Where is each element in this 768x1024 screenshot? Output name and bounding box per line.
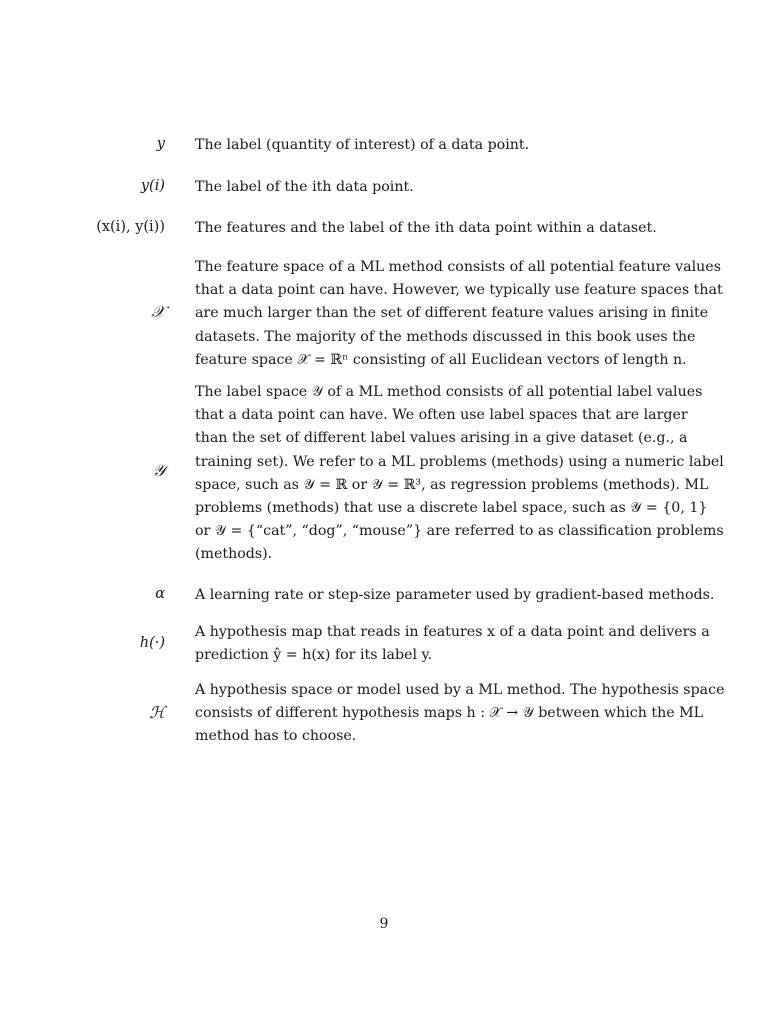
entry-description bbox=[195, 621, 710, 667]
page-number: 9 bbox=[379, 916, 389, 932]
description-line: datasets. The majority of the methods discussed in this book uses the bbox=[195, 328, 696, 345]
description-line: method has to choose. bbox=[195, 728, 357, 745]
description-line: feature space 𝒳 = ℝⁿ consisting of all Euclidean vectors of length n. bbox=[195, 351, 687, 368]
description-line: A hypothesis space or model used by a ML method. The hypothesis space bbox=[195, 682, 725, 698]
description-line: that a data point can have. We often use label spaces that are larger bbox=[195, 407, 688, 424]
description-line: space, such as 𝒴 = ℝ or 𝒴 = ℝ³, as regression problems (methods). ML bbox=[195, 476, 709, 493]
description-line: The label (quantity of interest) of a data point. bbox=[195, 137, 530, 153]
description-line: The label of the ith data point. bbox=[195, 179, 414, 195]
description-line: consists of different hypothesis maps h : 𝒳 → 𝒴 between which the ML bbox=[195, 705, 704, 722]
entry-description bbox=[195, 679, 725, 749]
description-line: The label space 𝒴 of a ML method consists of all potential label values bbox=[195, 384, 703, 400]
entry-description bbox=[195, 134, 665, 157]
entry-symbol: y(i) bbox=[140, 178, 165, 194]
description-line: prediction ŷ = h(x) for its label y. bbox=[195, 647, 433, 664]
entry-symbol: (x(i), y(i)) bbox=[96, 219, 165, 235]
description-line: than the set of different label values arising in a give dataset (e.g., a bbox=[195, 430, 688, 447]
description-line: The feature space of a ML method consists of all potential feature values bbox=[195, 259, 721, 275]
entry-symbol: 𝒴 bbox=[152, 461, 165, 480]
description-line: problems (methods) that use a discrete label space, such as 𝒴 = {0, 1} bbox=[195, 500, 708, 517]
entry-description bbox=[195, 176, 665, 199]
description-line: A learning rate or step-size parameter used by gradient-based methods. bbox=[195, 587, 715, 603]
entry-symbol: y bbox=[156, 136, 165, 152]
entry-description bbox=[195, 381, 724, 567]
description-line: that a data point can have. However, we typically use feature spaces that bbox=[195, 282, 723, 299]
entry-description bbox=[195, 217, 665, 240]
description-line: A hypothesis map that reads in features x of a data point and delivers a bbox=[195, 624, 710, 640]
entry-symbol: α bbox=[155, 586, 165, 602]
entry-description bbox=[195, 584, 715, 607]
description-line: (methods). bbox=[195, 546, 273, 563]
entry-symbol: 𝒳 bbox=[151, 302, 165, 321]
description-line: training set). We refer to a ML problems (methods) using a numeric label bbox=[195, 453, 724, 470]
entry-symbol: h(·) bbox=[139, 635, 165, 651]
description-line: or 𝒴 = {“cat”, “dog”, “mouse”} are referred to as classification problems bbox=[195, 523, 724, 540]
entry-description bbox=[195, 256, 723, 372]
entry-symbol: ℋ bbox=[149, 703, 165, 722]
description-line: The features and the label of the ith data point within a dataset. bbox=[195, 220, 657, 236]
description-line: are much larger than the set of different feature values arising in finite bbox=[195, 305, 709, 322]
